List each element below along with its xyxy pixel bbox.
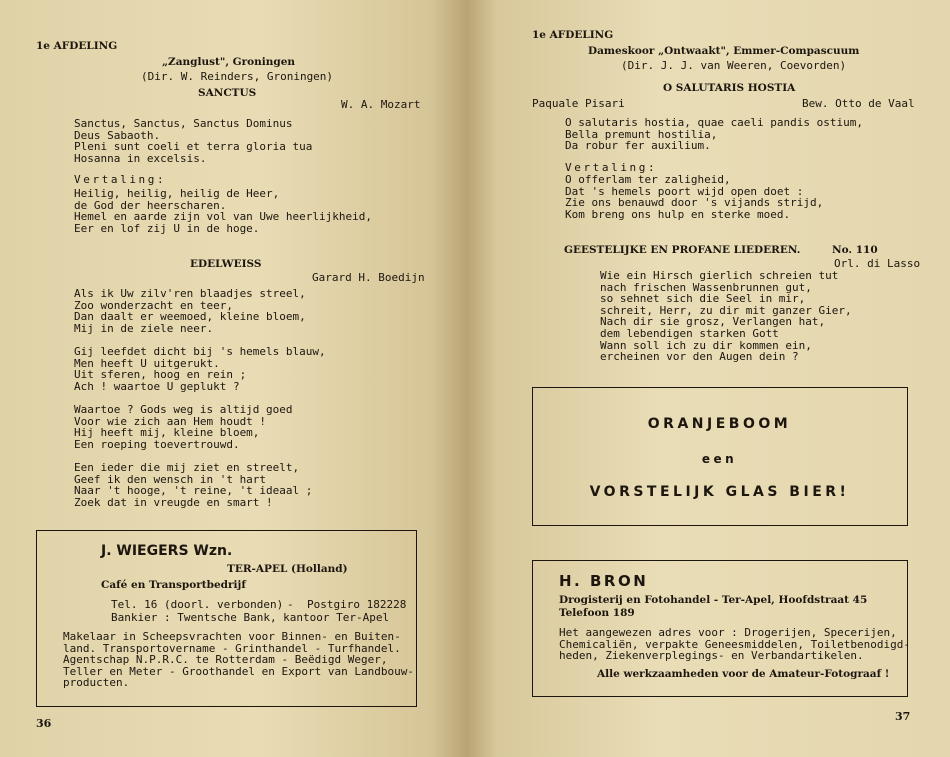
ad-postgiro: Postgiro 182228 [307, 598, 407, 611]
song-translation: Heilig, heilig, heilig de Heer, de God der heerscharen. Hemel en aarde zijn vol van Uwe heerlijkheid, Eer en lof zij U in de hoge. [74, 187, 373, 235]
ad-company-name: H. BRON [559, 572, 649, 590]
ad-slogan: VORSTELIJK GLAS BIER! [589, 484, 850, 500]
ad-description: Het aangewezen adres voor : Drogerijen, Specerijen, Chemicaliën, verpakte Geneesmiddelen, Toiletbenodigd- heden, Ziekenverplegings- en Verbandartikelen. [559, 626, 910, 663]
song-lyrics: Wie ein Hirsch gierlich schreien tut nach frischen Wassenbrunnen gut, so sehnet sich die Seel in mir, schreit, Herr, zu dir mit ganzer Gier, Nach dir sie grosz, Verlangen hat, dem lebendigen starken Gott Wann soll ich zu dir kommen ein, ercheinen vor den Augen dein ? [600, 269, 852, 364]
right-page [468, 0, 950, 757]
ad-footer: Alle werkzaamheden voor de Amateur-Fotograaf ! [597, 668, 890, 680]
ad-separator: - [287, 598, 294, 611]
ad-bank: Bankier : Twentsche Bank, kantoor Ter-Apel [111, 611, 390, 624]
song-lyrics: O salutaris hostia, quae caeli pandis ostium, Bella premunt hostilia, Da robur fer auxilium. [565, 116, 864, 153]
left-page [0, 0, 468, 757]
song-title: O SALUTARIS HOSTIA [663, 82, 796, 94]
ad-business: Café en Transportbedrijf [101, 579, 246, 591]
song-composer: Garard H. Boedijn [312, 271, 425, 284]
song-composer-right: Bew. Otto de Vaal [802, 97, 915, 110]
song-lyrics: Sanctus, Sanctus, Sanctus Dominus Deus Sabaoth. Pleni sunt coeli et terra gloria tua Hosanna in excelsis. [74, 117, 313, 165]
choir-name: „Zanglust", Groningen [162, 56, 296, 68]
page-number: 37 [895, 710, 911, 723]
song-composer: W. A. Mozart [341, 98, 421, 111]
advertisement-bron [532, 560, 908, 697]
song-verse: Waartoe ? Gods weg is altijd goed Voor wie zich aan Hem houdt ! Hij heeft mij, kleine bloem, Een roeping toevertrouwd. [74, 403, 293, 451]
song-verse: Een ieder die mij ziet en streelt, Geef ik den wensch in 't hart Naar 't hooge, 't reine, 't ideaal ; Zoek dat in vreugde en smart ! [74, 461, 313, 509]
section-heading: 1e AFDELING [36, 40, 118, 52]
section-heading: 1e AFDELING [532, 29, 614, 41]
song-translation: O offerlam ter zaligheid, Dat 's hemels poort wijd open doet : Zie ons benauwd door 's vijands strijd, Kom breng ons hulp en sterke moed. [565, 173, 824, 221]
ad-connector: een [701, 452, 738, 466]
translation-label: Vertaling: [565, 161, 658, 174]
song-verse: Gij leefdet dicht bij 's hemels blauw, Men heeft U uitgerukt. Uit sferen, hoog en rein ; Ach ! waartoe U geplukt ? [74, 345, 326, 393]
choir-director: (Dir. W. Reinders, Groningen) [141, 70, 334, 83]
ad-phone: Tel. 16 (doorl. verbonden) [111, 598, 284, 611]
ad-description: Makelaar in Scheepsvrachten voor Binnen- en Buiten- land. Transportovername - Grinthandel - Turfhandel. Agentschap N.P.R.C. te Rotterdam - Beëdigd Weger, Teller en Meter - Groothandel en Export van Landbouw- producten. [63, 630, 414, 690]
choir-director: (Dir. J. J. van Weeren, Coevorden) [621, 59, 847, 72]
advertisement-wiegers [36, 530, 417, 707]
song-verse: Als ik Uw zilv'ren blaadjes streel, Zoo wonderzacht en teer, Dan daalt er weemoed, kleine bloem, Mij in de ziele neer. [74, 287, 306, 335]
song-composer-left: Paquale Pisari [532, 97, 625, 110]
ad-brand: ORANJEBOOM [647, 416, 792, 432]
ad-company-name: J. WIEGERS Wzn. [101, 543, 233, 559]
song-title: SANCTUS [198, 87, 257, 99]
page-number: 36 [36, 717, 52, 730]
translation-label: Vertaling: [74, 173, 167, 186]
song-composer: Orl. di Lasso [834, 257, 921, 270]
advertisement-oranjeboom [532, 387, 908, 526]
ad-address: Drogisterij en Fotohandel - Ter-Apel, Hoofdstraat 45 [559, 594, 868, 606]
song-title: EDELWEISS [190, 258, 262, 270]
ad-location: TER-APEL (Holland) [227, 563, 348, 575]
ad-phone: Telefoon 189 [559, 607, 635, 619]
choir-name: Dameskoor „Ontwaakt", Emmer-Compascuum [588, 45, 860, 57]
song-title: GEESTELIJKE EN PROFANE LIEDEREN. [564, 244, 801, 256]
song-number: No. 110 [832, 244, 878, 256]
